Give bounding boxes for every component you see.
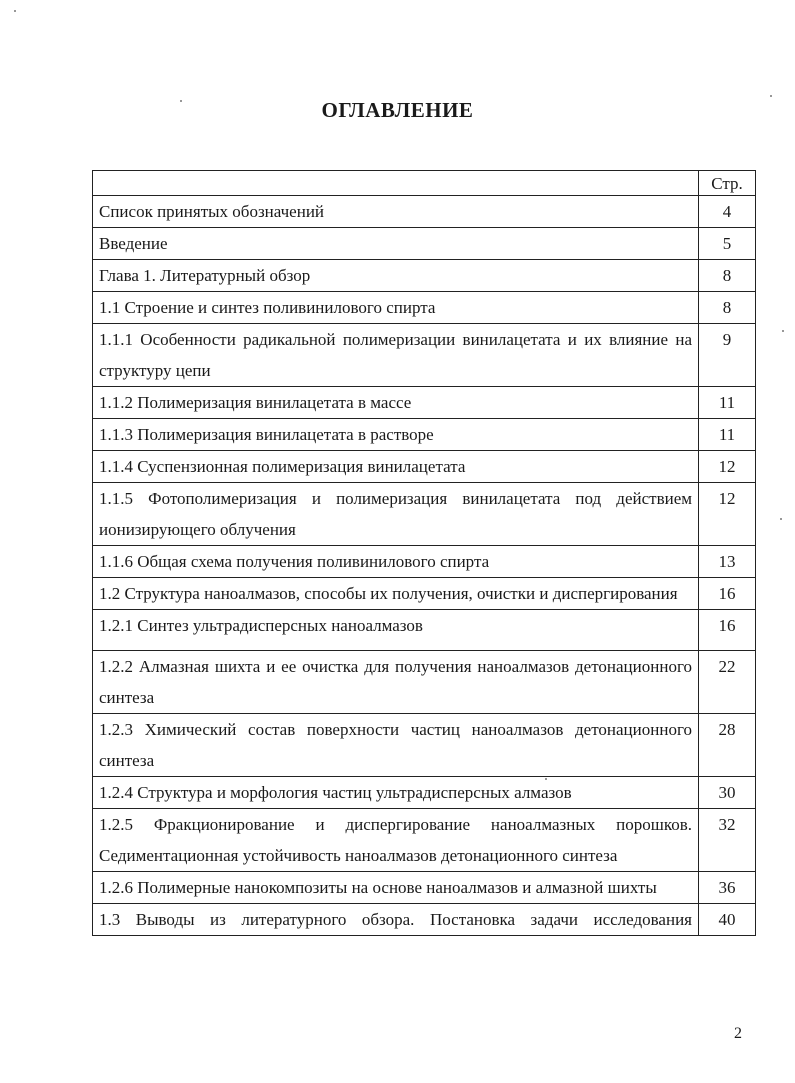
scan-speck <box>14 10 16 12</box>
toc-entry-title: 1.2.5 Фракционирование и диспергирование наноалмазных порошков. Седиментационная устойчивость наноалмазов детонационного синтеза <box>93 809 699 872</box>
toc-entry-title: 1.1.2 Полимеризация винилацетата в массе <box>93 387 699 419</box>
toc-row <box>93 777 756 809</box>
toc-row <box>93 483 756 546</box>
toc-entry-page: 28 <box>699 714 756 777</box>
toc-entry-page: 16 <box>699 610 756 651</box>
toc-header-page-cell: Стр. <box>699 171 756 196</box>
toc-entry-page: 36 <box>699 872 756 904</box>
toc-entry-title: 1.3 Выводы из литературного обзора. Постановка задачи исследования <box>93 904 699 936</box>
toc-row <box>93 610 756 651</box>
toc-entry-title: Список принятых обозначений <box>93 196 699 228</box>
toc-row <box>93 904 756 936</box>
scan-speck <box>545 778 547 780</box>
toc-entry-title: Введение <box>93 228 699 260</box>
toc-entry-title: 1.2.2 Алмазная шихта и ее очистка для получения наноалмазов детонационного синтеза <box>93 651 699 714</box>
scan-speck <box>780 518 782 520</box>
toc-entry-title: 1.1.4 Суспензионная полимеризация винилацетата <box>93 451 699 483</box>
toc-entry-page: 11 <box>699 419 756 451</box>
toc-row <box>93 387 756 419</box>
toc-entry-title: 1.1.3 Полимеризация винилацетата в растворе <box>93 419 699 451</box>
toc-entry-page: 22 <box>699 651 756 714</box>
toc-entry-page: 4 <box>699 196 756 228</box>
scan-speck <box>180 100 182 102</box>
toc-row <box>93 809 756 872</box>
toc-entry-page: 40 <box>699 904 756 936</box>
page-title: ОГЛАВЛЕНИЕ <box>321 98 474 122</box>
toc-entry-page: 5 <box>699 228 756 260</box>
toc-header-row <box>93 171 756 196</box>
toc-entry-title: 1.2.6 Полимерные нанокомпозиты на основе наноалмазов и алмазной шихты <box>93 872 699 904</box>
toc-row <box>93 651 756 714</box>
toc-entry-title: 1.2.4 Структура и морфология частиц ультрадисперсных алмазов <box>93 777 699 809</box>
toc-row <box>93 324 756 387</box>
toc-row <box>93 260 756 292</box>
toc-entry-title: 1.1.6 Общая схема получения поливинилового спирта <box>93 546 699 578</box>
toc-entry-title: 1.2.3 Химический состав поверхности частиц наноалмазов детонационного синтеза <box>93 714 699 777</box>
scan-speck <box>770 95 772 97</box>
toc-entry-page: 9 <box>699 324 756 387</box>
toc-entry-title: 1.2 Структура наноалмазов, способы их получения, очистки и диспергирования <box>93 578 699 610</box>
toc-entry-page: 11 <box>699 387 756 419</box>
toc-entry-page: 16 <box>699 578 756 610</box>
toc-row <box>93 714 756 777</box>
scan-speck <box>782 330 784 332</box>
toc-entry-page: 12 <box>699 483 756 546</box>
toc-entry-page: 30 <box>699 777 756 809</box>
toc-entry-page: 12 <box>699 451 756 483</box>
toc-entry-title: 1.2.1 Синтез ультрадисперсных наноалмазов <box>93 610 699 651</box>
toc-header-title-cell <box>93 171 699 196</box>
toc-entry-page: 8 <box>699 260 756 292</box>
toc-row <box>93 196 756 228</box>
toc-row <box>93 419 756 451</box>
toc-row <box>93 578 756 610</box>
toc-row <box>93 546 756 578</box>
toc-row <box>93 292 756 324</box>
toc-row <box>93 451 756 483</box>
toc-entry-page: 13 <box>699 546 756 578</box>
toc-entry-title: 1.1.5 Фотополимеризация и полимеризация винилацетата под действием ионизирующего облучения <box>93 483 699 546</box>
toc-entry-page: 8 <box>699 292 756 324</box>
toc-row <box>93 872 756 904</box>
toc-entry-title: 1.1 Строение и синтез поливинилового спирта <box>93 292 699 324</box>
page-number: 2 <box>734 1025 742 1042</box>
toc-entry-title: 1.1.1 Особенности радикальной полимеризации винилацетата и их влияние на структуру цепи <box>93 324 699 387</box>
toc-row <box>93 228 756 260</box>
toc-entry-page: 32 <box>699 809 756 872</box>
toc-entry-title: Глава 1. Литературный обзор <box>93 260 699 292</box>
toc-table <box>92 170 756 936</box>
